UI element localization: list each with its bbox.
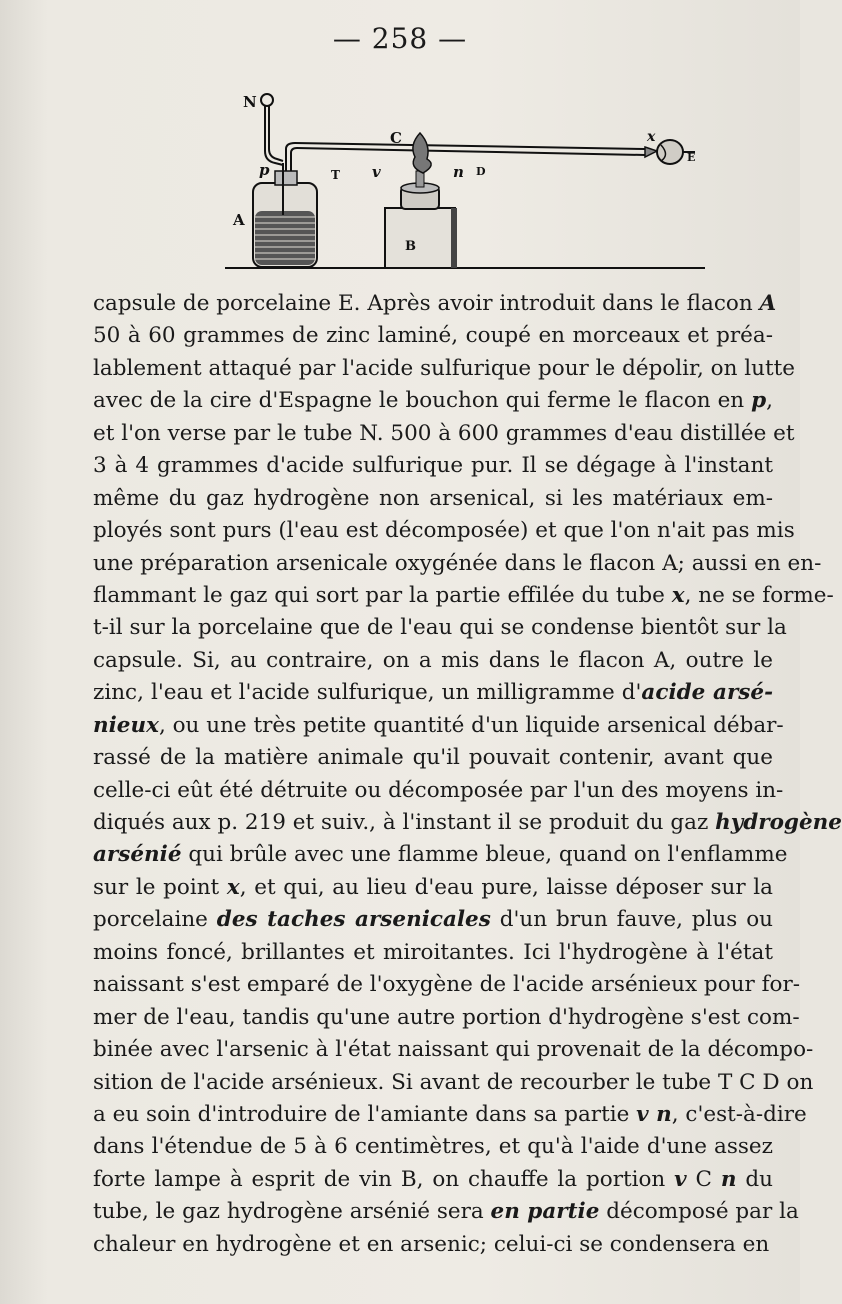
text-line <box>93 904 773 936</box>
label-d: D <box>476 165 486 178</box>
lamp-b <box>385 133 457 268</box>
italic-term: x <box>226 874 240 900</box>
text-line <box>93 1131 773 1163</box>
text-line <box>93 612 787 644</box>
text-line <box>93 775 784 807</box>
label-p: p <box>259 161 270 179</box>
italic-term: hydrogène <box>715 810 842 835</box>
label-v: v <box>372 163 381 181</box>
text-segment: , ne se forme- <box>684 582 834 608</box>
text-line <box>93 548 822 580</box>
text-line <box>93 353 795 385</box>
italic-term: arsénié <box>93 842 182 868</box>
text-line <box>93 385 773 417</box>
text-segment: avec de la cire d'Espagne le bouchon qui ferme le flacon en <box>93 388 752 414</box>
text-line <box>93 320 773 352</box>
italic-term: p <box>751 388 767 414</box>
text-segment: du <box>736 1166 773 1192</box>
text-segment: diqués aux p. 219 et suiv., à l'instant il se produit du gaz <box>93 810 716 835</box>
marsh-apparatus-illustration <box>225 85 725 275</box>
text-segment: dans l'étendue de 5 à 6 centimètres, et qu'à l'aide d'une assez <box>93 1134 773 1160</box>
label-n-small: n <box>453 163 464 181</box>
text-segment: binée avec l'arsenic à l'état naissant qui provenait de la décompo- <box>93 1037 814 1063</box>
text-segment: 50 à 60 grammes de zinc laminé, coupé en morceaux et préa- <box>93 323 773 349</box>
text-line <box>93 872 773 904</box>
text-segment: , <box>766 388 773 414</box>
text-segment: C <box>686 1166 721 1192</box>
italic-term: n <box>720 1166 737 1192</box>
text-segment: zinc, l'eau et l'acide sulfurique, un milligramme d' <box>93 680 642 706</box>
text-line <box>93 515 795 547</box>
text-segment: flammant le gaz qui sort par la partie effilée du tube <box>93 582 672 608</box>
text-segment: mer de l'eau, tandis qu'une autre portion d'hydrogène s'est com- <box>93 1004 800 1030</box>
label-c: C <box>390 129 402 147</box>
text-segment: une préparation arsenicale oxygénée dans le flacon A; aussi en en- <box>93 550 822 576</box>
text-line <box>93 418 795 450</box>
text-segment: tube, le gaz hydrogène arsénié sera <box>93 1199 491 1225</box>
text-line <box>93 1164 773 1196</box>
text-line <box>93 1067 814 1099</box>
text-segment: d'un brun fauve, plus ou <box>490 907 773 933</box>
text-segment: chaleur en hydrogène et en arsenic; celui-ci se condensera en <box>93 1231 770 1257</box>
text-line <box>93 969 801 1001</box>
text-segment: a eu soin d'introduire de l'amiante dans sa partie <box>93 1101 637 1127</box>
text-segment: , et qui, au lieu d'eau pure, laisse déposer sur la <box>239 874 773 900</box>
label-t: T <box>331 168 340 182</box>
text-line <box>93 839 788 871</box>
text-segment: , c'est-à-dire <box>671 1101 807 1127</box>
text-line <box>93 645 773 677</box>
text-segment: ployés sont purs (l'eau est décomposée) et que l'on n'ait pas mis <box>93 518 795 544</box>
italic-term: v n <box>636 1101 672 1127</box>
label-b: B <box>405 239 416 254</box>
text-line <box>93 937 773 969</box>
text-line <box>93 1002 800 1034</box>
text-segment: capsule. Si, au contraire, on a mis dans le flacon A, outre le <box>93 647 773 673</box>
italic-term: x <box>671 582 685 608</box>
text-segment: , ou une très petite quantité d'un liquide arsenical débar- <box>158 712 784 738</box>
text-line <box>93 450 773 482</box>
page-number: — 258 — <box>332 22 468 55</box>
text-segment: 3 à 4 grammes d'acide sulfurique pur. Il se dégage à l'instant <box>93 453 773 479</box>
italic-term: acide arsé- <box>641 680 774 706</box>
text-segment: celle-ci eût été détruite ou décomposée par l'un des moyens in- <box>93 777 784 803</box>
text-segment: sition de l'acide arsénieux. Si avant de recourber le tube T C D on <box>93 1069 814 1095</box>
label-a: A <box>233 211 245 229</box>
text-line <box>93 1229 773 1261</box>
apparatus-figure <box>225 85 725 275</box>
text-segment: décomposé par la <box>599 1199 799 1225</box>
text-line <box>93 483 773 515</box>
italic-term: en partie <box>490 1199 600 1225</box>
tube-tcd <box>286 143 645 171</box>
text-segment: naissant s'est emparé de l'oxygène de l'acide arsénieux pour for- <box>93 972 801 998</box>
text-line <box>93 807 842 839</box>
text-line <box>93 677 773 709</box>
label-n: N <box>243 93 257 111</box>
text-line <box>93 580 834 612</box>
italic-term: des taches arsenicales <box>216 907 491 933</box>
text-segment: lablement attaqué par l'acide sulfurique pour le dépolir, on lutte <box>93 355 795 381</box>
text-line <box>93 710 784 742</box>
text-segment: qui brûle avec une flamme bleue, quand on l'enflamme <box>181 842 788 868</box>
text-line <box>93 1196 799 1228</box>
text-segment: t-il sur la porcelaine que de l'eau qui se condense bientôt sur la <box>93 615 787 641</box>
text-segment: et l'on verse par le tube N. 500 à 600 grammes d'eau distillée et <box>93 420 795 446</box>
text-segment: rassé de la matière animale qu'il pouvait contenir, avant que <box>93 745 773 771</box>
flask-a <box>253 171 317 267</box>
text-line <box>93 1034 814 1066</box>
label-x: x <box>647 129 656 145</box>
body-paragraph <box>93 288 842 1261</box>
text-segment: forte lampe à esprit de vin B, on chauffe la portion <box>93 1166 675 1192</box>
text-line <box>93 288 777 320</box>
italic-term: nieux <box>93 712 159 738</box>
italic-term: A <box>759 291 777 316</box>
text-segment: même du gaz hydrogène non arsenical, si les matériaux em- <box>93 485 773 511</box>
text-line <box>93 1099 807 1131</box>
label-e: E <box>687 151 696 164</box>
text-line <box>93 742 773 774</box>
italic-term: v <box>674 1166 687 1192</box>
text-segment: porcelaine <box>93 907 217 933</box>
text-segment: sur le point <box>93 874 227 900</box>
text-segment: capsule de porcelaine E. Après avoir introduit dans le flacon <box>93 291 760 316</box>
text-segment: moins foncé, brillantes et miroitantes. Ici l'hydrogène à l'état <box>93 939 773 965</box>
